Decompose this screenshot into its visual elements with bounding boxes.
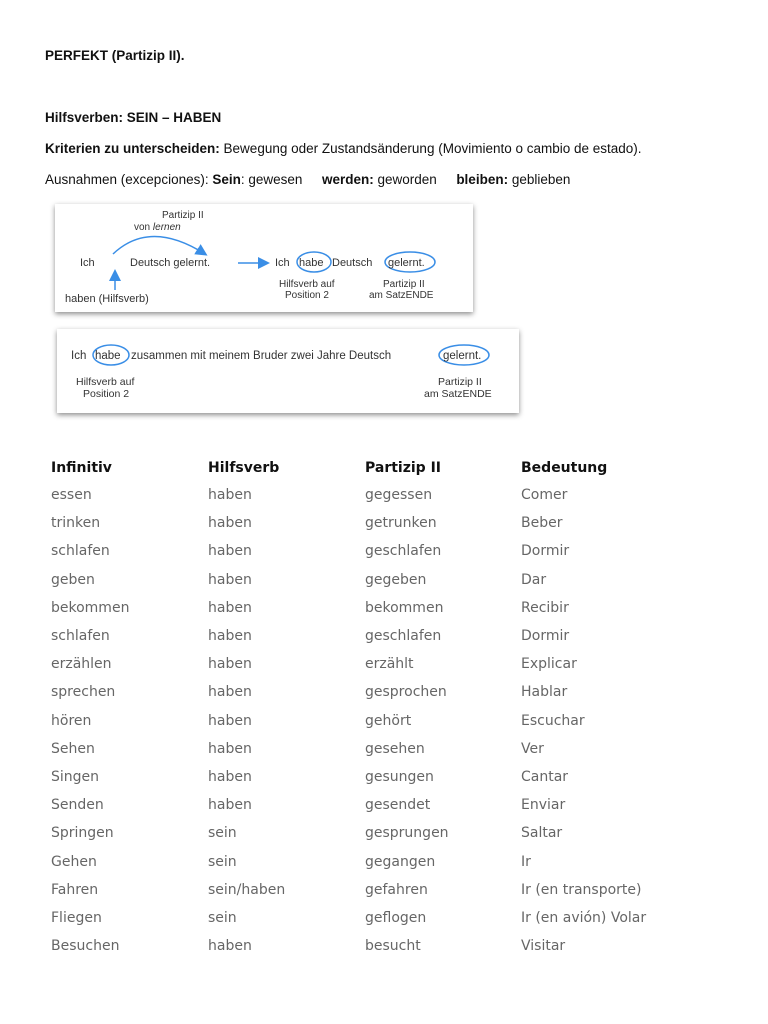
bedeutung-cell: Dormir	[521, 628, 570, 645]
sentence-habe: habe	[95, 350, 121, 362]
table-row	[45, 904, 707, 932]
header-infinitiv: Infinitiv	[51, 459, 112, 476]
curved-arrow	[113, 237, 205, 255]
am-satzende-label: am SatzENDE	[424, 388, 492, 400]
sentence-gelernt: gelernt.	[443, 350, 482, 362]
hilfsverb-cell: haben	[208, 515, 252, 532]
table-row	[45, 876, 707, 904]
bedeutung-cell: Ir	[521, 853, 531, 870]
hilfsverb-cell: haben	[208, 768, 252, 785]
table-row	[45, 932, 707, 960]
bedeutung-cell: Beber	[521, 515, 563, 532]
infinitiv-cell: schlafen	[51, 628, 110, 645]
table-row	[45, 566, 707, 594]
exceptions-line	[45, 172, 570, 187]
criteria-text: Bewegung oder Zustandsänderung (Movimiento o cambio de estado).	[219, 141, 642, 156]
criteria-label: Kriterien zu unterscheiden:	[45, 141, 220, 156]
perfekt-diagram-2	[57, 329, 519, 413]
partizip-cell: gesprungen	[365, 825, 449, 842]
table-row	[45, 819, 707, 847]
sentence-ich: Ich	[71, 350, 87, 362]
von-lernen-label: von lernen	[134, 222, 181, 233]
haben-hilfsverb-label: haben (Hilfsverb)	[65, 293, 149, 305]
partizip-cell: geflogen	[365, 909, 427, 926]
bedeutung-cell: Ir (en avión) Volar	[521, 909, 647, 926]
exception-participle-sein: gewesen	[248, 172, 303, 187]
partizip-cell: erzählt	[365, 656, 414, 673]
hilfsverb-cell: haben	[208, 740, 252, 757]
ich-word: Ich	[80, 257, 95, 269]
page-subtitle: Hilfsverben: SEIN – HABEN	[45, 110, 222, 125]
exception-sep: :	[240, 172, 249, 187]
partizip-cell: geschlafen	[365, 543, 442, 560]
exception-participle-bleiben: geblieben	[511, 172, 571, 187]
sentence-gelernt: gelernt.	[388, 257, 425, 269]
table-row	[45, 481, 707, 509]
partizip-cell: gesehen	[365, 740, 425, 757]
exception-verb-sein: Sein	[212, 172, 241, 187]
bedeutung-cell: Explicar	[521, 656, 577, 673]
partizip-cell: geschlafen	[365, 628, 442, 645]
bedeutung-cell: Escuchar	[521, 712, 585, 729]
partizip-cell: gegangen	[365, 853, 436, 870]
bedeutung-cell: Dar	[521, 571, 547, 588]
partizip-cell: getrunken	[365, 515, 437, 532]
table-row	[45, 509, 707, 537]
hilfsverb-cell: sein	[208, 825, 237, 842]
exception-verb-bleiben: bleiben:	[456, 172, 509, 187]
bedeutung-cell: Recibir	[521, 599, 569, 616]
criteria-line	[45, 141, 642, 156]
verb-table	[45, 454, 707, 960]
table-row	[45, 622, 707, 650]
partizip2-label: Partizip II	[383, 279, 425, 290]
sentence-ich: Ich	[275, 257, 290, 269]
partizip-cell: gegeben	[365, 571, 427, 588]
partizip-cell: besucht	[365, 938, 421, 955]
partizip-label: Partizip II	[162, 210, 204, 221]
infinitiv-cell: Singen	[51, 768, 100, 785]
table-row	[45, 847, 707, 875]
bedeutung-cell: Cantar	[521, 768, 569, 785]
infinitiv-cell: essen	[51, 487, 92, 504]
hilfsverb-cell: haben	[208, 543, 252, 560]
infinitiv-cell: erzählen	[51, 656, 112, 673]
infinitiv-cell: Sehen	[51, 740, 95, 757]
table-header-row	[45, 454, 707, 481]
infinitiv-cell: sprechen	[51, 684, 116, 701]
hilfsverb-cell: haben	[208, 712, 252, 729]
partizip-cell: gesungen	[365, 768, 434, 785]
hilfsverb-cell: haben	[208, 571, 252, 588]
infinitiv-cell: Senden	[51, 797, 104, 814]
table-row	[45, 678, 707, 706]
hilfsverb-cell: sein	[208, 909, 237, 926]
hilfsverb-auf-label: Hilfsverb auf	[76, 376, 135, 388]
hilfsverb-cell: haben	[208, 684, 252, 701]
table-row	[45, 735, 707, 763]
bedeutung-cell: Comer	[521, 487, 568, 504]
exception-participle-werden: geworden	[377, 172, 437, 187]
partizip-cell: gegessen	[365, 487, 433, 504]
header-hilfsverb: Hilfsverb	[208, 459, 280, 476]
table-row	[45, 763, 707, 791]
bedeutung-cell: Enviar	[521, 797, 566, 814]
position2-label: Position 2	[285, 290, 329, 301]
bedeutung-cell: Hablar	[521, 684, 568, 701]
hilfsverb-cell: haben	[208, 797, 252, 814]
partizip2-label: Partizip II	[438, 376, 482, 388]
infinitiv-cell: schlafen	[51, 543, 110, 560]
header-bedeutung: Bedeutung	[521, 459, 608, 476]
position2-label: Position 2	[83, 388, 130, 400]
infinitiv-cell: Springen	[51, 825, 114, 842]
hilfsverb-cell: haben	[208, 628, 252, 645]
exception-verb-werden: werden:	[321, 172, 374, 187]
sentence-middle: zusammen mit meinem Bruder zwei Jahre Deutsch	[131, 350, 392, 362]
hilfsverb-cell: haben	[208, 938, 252, 955]
hilfsverb-cell: sein/haben	[208, 881, 286, 898]
exceptions-label: Ausnahmen (excepciones):	[45, 172, 213, 187]
bedeutung-cell: Visitar	[521, 938, 566, 955]
infinitiv-cell: trinken	[51, 515, 101, 532]
deutsch-gelernt-phrase: Deutsch gelernt.	[130, 257, 211, 269]
sentence-habe: habe	[299, 257, 324, 269]
infinitiv-cell: bekommen	[51, 599, 130, 616]
partizip-cell: bekommen	[365, 599, 444, 616]
page-title: PERFEKT (Partizip II).	[45, 48, 185, 63]
infinitiv-cell: Besuchen	[51, 938, 120, 955]
bedeutung-cell: Ver	[521, 740, 544, 757]
partizip-cell: gehört	[365, 712, 412, 729]
infinitiv-cell: Gehen	[51, 853, 97, 870]
am-satzende-label: am SatzENDE	[369, 290, 434, 301]
infinitiv-cell: Fahren	[51, 881, 99, 898]
bedeutung-cell: Ir (en transporte)	[521, 881, 642, 898]
table-row	[45, 537, 707, 565]
table-row	[45, 594, 707, 622]
perfekt-diagram-1	[55, 204, 473, 312]
table-row	[45, 791, 707, 819]
infinitiv-cell: hören	[51, 712, 92, 729]
bedeutung-cell: Dormir	[521, 543, 570, 560]
infinitiv-cell: Fliegen	[51, 909, 102, 926]
hilfsverb-cell: haben	[208, 656, 252, 673]
hilfsverb-cell: haben	[208, 487, 252, 504]
table-row	[45, 707, 707, 735]
sentence-deutsch: Deutsch	[332, 257, 373, 269]
hilfsverb-cell: sein	[208, 853, 237, 870]
header-partizip: Partizip II	[365, 459, 441, 476]
partizip-cell: gesprochen	[365, 684, 447, 701]
partizip-cell: gefahren	[365, 881, 428, 898]
partizip-cell: gesendet	[365, 797, 431, 814]
hilfsverb-auf-label: Hilfsverb auf	[279, 279, 335, 290]
bedeutung-cell: Saltar	[521, 825, 563, 842]
table-row	[45, 650, 707, 678]
hilfsverb-cell: haben	[208, 599, 252, 616]
infinitiv-cell: geben	[51, 571, 95, 588]
